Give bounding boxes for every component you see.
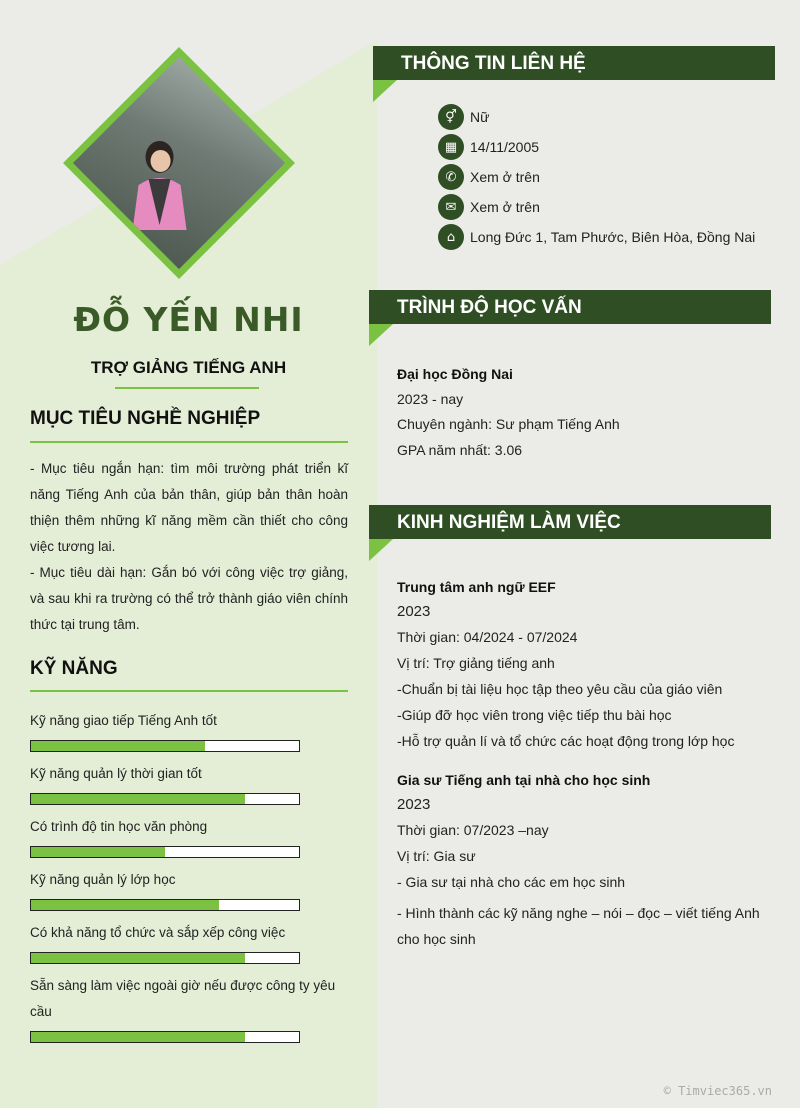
job-duty: -Chuẩn bị tài liệu học tập theo yêu cầu của giáo viên <box>397 681 723 697</box>
phone-icon: ✆ <box>438 164 464 190</box>
objective-short-term: - Mục tiêu ngắn hạn: tìm môi trường phát triển kĩ năng Tiếng Anh của bản thân, giúp bản thân hoàn thiện thêm những kĩ năng mềm cần thiết cho công việc tương lai. <box>30 461 348 554</box>
contact-address-value: Long Đức 1, Tam Phước, Biên Hòa, Đồng Nai <box>470 229 756 245</box>
skill-label: Kỹ năng giao tiếp Tiếng Anh tốt <box>30 713 217 728</box>
skill-item <box>30 708 350 752</box>
contact-dob-value: 14/11/2005 <box>470 139 540 155</box>
skill-bar-fill <box>31 741 205 751</box>
experience-heading: KINH NGHIỆM LÀM VIỆC <box>397 512 621 533</box>
avatar-photo <box>73 57 285 269</box>
objective-long-term: - Mục tiêu dài hạn: Gắn bó với công việc trợ giảng, và sau khi ra trường có thể trở thành giáo viên chính thức tại trung tâm. <box>30 565 348 632</box>
skill-item <box>30 814 350 858</box>
skill-bar <box>30 1031 300 1043</box>
skill-label: Kỹ năng quản lý thời gian tốt <box>30 766 202 781</box>
contact-email <box>438 192 540 222</box>
contact-address <box>438 222 755 252</box>
contact-heading-tab <box>373 80 397 102</box>
skill-item <box>30 973 350 1043</box>
skill-bar <box>30 793 300 805</box>
education-heading: TRÌNH ĐỘ HỌC VẤN <box>397 297 582 318</box>
job-year: 2023 <box>397 796 431 813</box>
skill-bar-fill <box>31 953 245 963</box>
job-duty: -Giúp đỡ học viên trong việc tiếp thu bài học <box>397 707 672 723</box>
calendar-icon: ▦ <box>438 134 464 160</box>
job-position: Vị trí: Trợ giảng tiếng anh <box>397 655 555 671</box>
experience-heading-tab <box>369 539 393 561</box>
title-divider <box>115 387 259 389</box>
skill-item <box>30 761 350 805</box>
job-position: Vị trí: Gia sư <box>397 848 476 864</box>
education-gpa: GPA năm nhất: 3.06 <box>397 442 523 458</box>
footer-watermark: © Timviec365.vn <box>663 1084 772 1098</box>
skill-bar <box>30 952 300 964</box>
skill-bar-fill <box>31 847 165 857</box>
skill-label: Có khả năng tổ chức và sắp xếp công việc <box>30 925 286 940</box>
skills-divider <box>30 690 348 692</box>
objective-divider <box>30 441 348 443</box>
skill-bar-fill <box>31 794 245 804</box>
skill-bar-fill <box>31 900 219 910</box>
contact-gender <box>438 102 489 132</box>
gender-icon: ⚥ <box>438 104 464 130</box>
home-icon: ⌂ <box>438 224 464 250</box>
skill-bar-fill <box>31 1032 245 1042</box>
skill-item <box>30 920 350 964</box>
skill-label: Kỹ năng quản lý lớp học <box>30 872 176 887</box>
skill-bar <box>30 740 300 752</box>
contact-email-value: Xem ở trên <box>470 199 540 215</box>
person-photo-icon <box>125 135 195 230</box>
job-company: Gia sư Tiếng anh tại nhà cho học sinh <box>397 772 651 788</box>
education-heading-tab <box>369 324 393 346</box>
skill-label: Có trình độ tin học văn phòng <box>30 819 208 834</box>
job-company: Trung tâm anh ngữ EEF <box>397 579 556 595</box>
profile-name: ĐỖ YẾN NHI <box>73 300 304 339</box>
education-heading-bar <box>369 290 771 324</box>
contact-heading: THÔNG TIN LIÊN HỆ <box>401 53 586 74</box>
skill-item <box>30 867 350 911</box>
education-school: Đại học Đồng Nai <box>397 366 513 382</box>
experience-heading-bar <box>369 505 771 539</box>
education-period: 2023 - nay <box>397 391 464 407</box>
avatar <box>63 47 295 279</box>
email-icon: ✉ <box>438 194 464 220</box>
job-duty: - Gia sư tại nhà cho các em học sinh <box>397 874 626 890</box>
skills-heading: KỸ NĂNG <box>30 658 118 679</box>
objective-heading: MỤC TIÊU NGHỀ NGHIỆP <box>30 408 261 429</box>
skill-bar <box>30 846 300 858</box>
job-time: Thời gian: 07/2023 –nay <box>397 822 549 838</box>
contact-dob <box>438 132 539 162</box>
contact-phone-value: Xem ở trên <box>470 169 540 185</box>
contact-heading-bar <box>373 46 775 80</box>
job-duty: -Hỗ trợ quản lí và tổ chức các hoạt động trong lớp học <box>397 733 735 749</box>
objective-text <box>30 456 348 638</box>
contact-gender-value: Nữ <box>470 109 490 125</box>
job-time: Thời gian: 04/2024 - 07/2024 <box>397 629 578 645</box>
profile-title: TRỢ GIẢNG TIẾNG ANH <box>90 358 287 377</box>
contact-phone <box>438 162 540 192</box>
education-major: Chuyên ngành: Sư phạm Tiếng Anh <box>397 416 620 432</box>
job-duty: - Hình thành các kỹ năng nghe – nói – đọc – viết tiếng Anh cho học sinh <box>397 905 760 947</box>
skill-bar <box>30 899 300 911</box>
skill-label: Sẵn sàng làm việc ngoài giờ nếu được công ty yêu cầu <box>30 978 336 1019</box>
job-year: 2023 <box>397 603 431 620</box>
